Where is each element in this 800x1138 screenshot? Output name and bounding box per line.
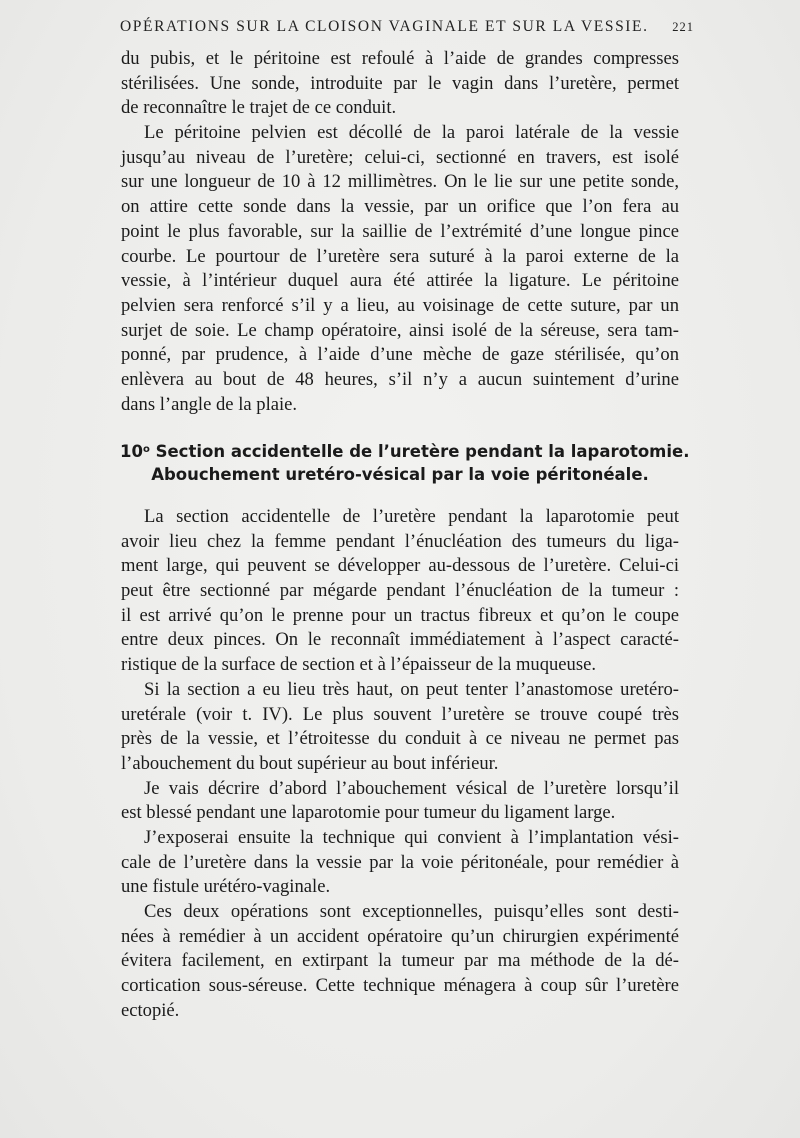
text-line: du pubis, et le péritoine est refoulé à l’aide de grandes compresses — [121, 48, 679, 69]
body-text-bottom — [121, 505, 679, 1023]
section-title-line-1: Section accidentelle de l’uretère pendant la laparotomie. — [155, 442, 690, 461]
text-line: uretérale (voir t. IV). Le plus souvent l’uretère se trouve coupé très — [121, 703, 679, 725]
text-line: près de la vessie, et l’étroitesse du conduit à ce niveau ne permet pas — [121, 728, 679, 750]
text-line: avoir lieu chez la femme pendant l’énucléation des tumeurs du liga- — [121, 530, 679, 552]
text-line: jusqu’au niveau de l’uretère; celui-ci, sectionné en travers, est isolé — [121, 146, 679, 168]
text-line: une fistule urétéro-vaginale. — [121, 876, 331, 898]
section-title-line-2: Abouchement uretéro-vésical par la voie péritonéale. — [151, 465, 649, 484]
text-line: La section accidentelle de l’uretère pendant la laparotomie peut — [144, 506, 679, 527]
text-line: point le plus favorable, sur la saillie de l’extrémité d’une longue pince — [121, 220, 679, 242]
paragraph — [121, 900, 679, 1023]
text-line: ment large, qui peuvent se développer au-dessous de l’uretère. Celui-ci — [121, 555, 679, 577]
body-text-top — [121, 47, 679, 417]
text-line: courbe. Le pourtour de l’uretère sera suturé à la paroi externe de la — [121, 245, 679, 267]
text-line: vessie, à l’intérieur duquel aura été attirée la ligature. Le péritoine — [121, 270, 679, 292]
text-line: ponné, par prudence, à l’aide d’une mèche de gaze stérilisée, qu’on — [121, 344, 679, 366]
text-line: de reconnaître le trajet de ce conduit. — [121, 97, 397, 119]
running-head-title: OPÉRATIONS SUR LA CLOISON VAGINALE ET SUR LA VESSIE. — [120, 18, 649, 35]
text-line: Le péritoine pelvien est décollé de la paroi latérale de la vessie — [144, 122, 679, 144]
page-number: 221 — [672, 20, 694, 34]
text-line: J’exposerai ensuite la technique qui convient à l’implantation vési- — [144, 826, 679, 848]
text-line: évitera facilement, en extirpant la tumeur par ma méthode de la dé- — [121, 950, 679, 972]
text-line: ectopié. — [121, 999, 180, 1021]
text-line: enlèvera au bout de 48 heures, s’il n’y a aucun suintement d’urine — [121, 368, 679, 390]
text-line: il est arrivé qu’on le prenne pour un tractus fibreux et qu’on le coupe — [121, 604, 679, 626]
paragraph — [121, 777, 679, 826]
text-line: Ces deux opérations sont exceptionnelles, puisqu’elles sont desti- — [144, 901, 679, 922]
text-line: l’abouchement du bout supérieur au bout inférieur. — [121, 752, 499, 774]
paragraph — [121, 121, 679, 417]
paragraph — [121, 678, 679, 777]
text-line: est blessé pendant une laparotomie pour tumeur du ligament large. — [121, 802, 616, 824]
running-head — [120, 18, 694, 36]
paragraph — [121, 47, 679, 121]
text-line: cale de l’uretère dans la vessie par la voie péritonéale, pour remédier à — [121, 851, 679, 873]
text-line: Je vais décrire d’abord l’abouchement vésical de l’uretère lorsqu’il — [144, 777, 679, 799]
section-number: 10 — [120, 442, 143, 461]
section-heading-line-2 — [120, 462, 680, 487]
text-line: on attire cette sonde dans la vessie, par un orifice que l’on fera au — [121, 196, 679, 218]
section-heading-line-1 — [120, 437, 690, 462]
text-line: sur une longueur de 10 à 12 millimètres. On le lie sur une petite sonde, — [121, 171, 679, 193]
text-line: surjet de soie. Le champ opératoire, ainsi isolé de la séreuse, sera tam- — [121, 319, 679, 341]
paragraph — [121, 826, 679, 900]
text-line: peut être sectionné par mégarde pendant l’énucléation de la tumeur : — [121, 580, 679, 602]
text-line: entre deux pinces. On le reconnaît immédiatement à l’aspect caracté- — [121, 629, 679, 651]
text-line: cortication sous-séreuse. Cette technique ménagera à coup sûr l’uretère — [121, 975, 679, 997]
text-line: ristique de la surface de section et à l’épaisseur de la muqueuse. — [121, 654, 596, 676]
text-line: nées à remédier à un accident opératoire qu’un chirurgien expérimenté — [121, 925, 679, 947]
section-heading — [120, 437, 690, 487]
text-line: pelvien sera renforcé s’il y a lieu, au voisinage de cette suture, par un — [121, 294, 679, 316]
text-line: dans l’angle de la plaie. — [121, 393, 298, 415]
text-line: stérilisées. Une sonde, introduite par le vagin dans l’uretère, permet — [121, 72, 679, 94]
text-line: Si la section a eu lieu très haut, on peut tenter l’anastomose uretéro- — [144, 678, 679, 700]
section-number-suffix: o — [142, 444, 150, 455]
paragraph — [121, 505, 679, 678]
